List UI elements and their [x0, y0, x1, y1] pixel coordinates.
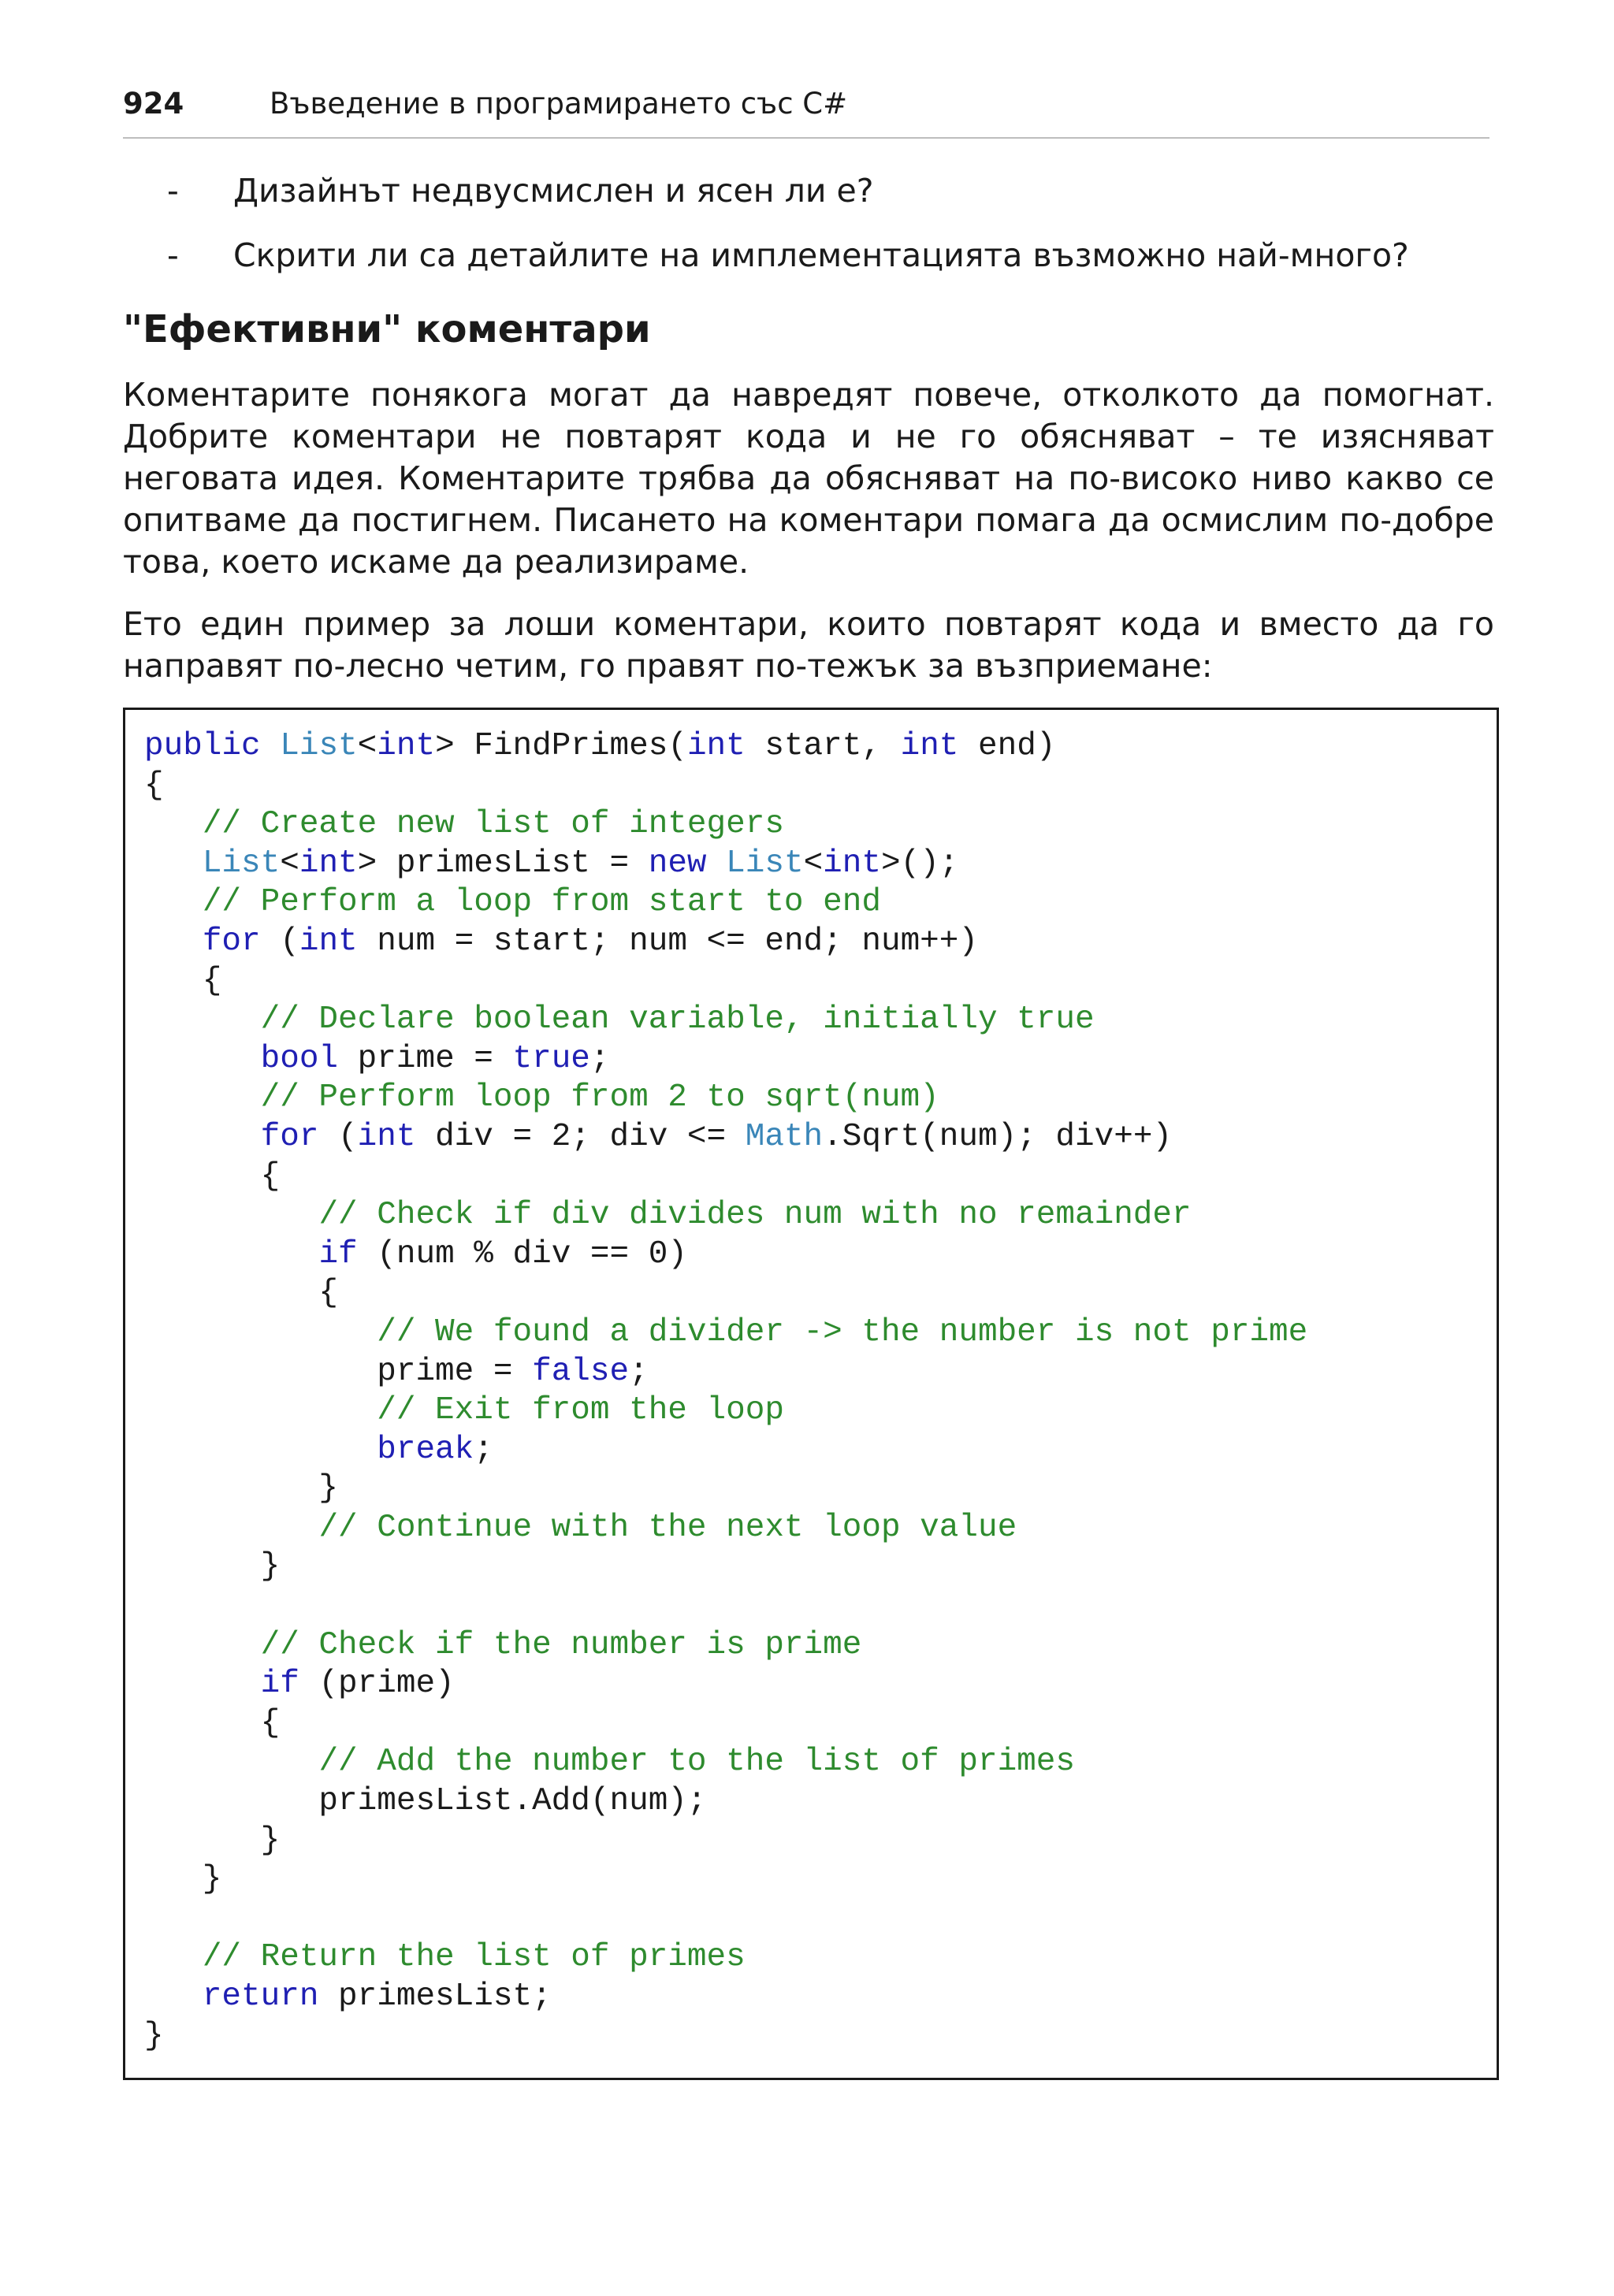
code-text: }	[144, 1548, 281, 1585]
code-text: (num % div == 0)	[357, 1235, 687, 1272]
code-text	[144, 1510, 318, 1546]
code-keyword: int	[357, 1118, 416, 1155]
code-listing	[123, 708, 1499, 2080]
code-keyword: true	[512, 1040, 590, 1077]
code-text: (	[318, 1118, 358, 1155]
code-text	[261, 728, 281, 764]
code-line	[144, 805, 1307, 845]
code-text: }	[144, 1470, 339, 1507]
code-line	[144, 1040, 1307, 1079]
code-text	[144, 1197, 318, 1233]
running-title: Въведение в програмирането със C#	[270, 87, 848, 121]
code-line	[144, 1587, 1307, 1626]
code-type: List	[202, 845, 281, 882]
code-line	[144, 2017, 1307, 2056]
code-text: div = 2; div <=	[415, 1118, 746, 1155]
code-line	[144, 1547, 1307, 1587]
code-line	[144, 1978, 1307, 2017]
code-line	[144, 1938, 1307, 1978]
code-text: }	[144, 1822, 281, 1859]
code-line	[144, 1900, 1307, 1939]
code-text	[144, 1079, 261, 1116]
code-keyword: bool	[260, 1040, 339, 1077]
code-comment: // Perform loop from 2 to sqrt(num)	[260, 1079, 939, 1116]
code-comment: // Return the list of primes	[202, 1939, 746, 1976]
code-text	[144, 1119, 261, 1155]
code-line	[144, 1157, 1307, 1197]
code-keyword: new	[648, 845, 707, 882]
code-text: <	[803, 845, 824, 882]
code-text: ;	[629, 1353, 649, 1390]
code-text	[144, 1744, 318, 1780]
code-line	[144, 1313, 1307, 1353]
code-text: end)	[958, 728, 1056, 764]
code-line	[144, 1274, 1307, 1313]
code-comment: // Check if the number is prime	[260, 1626, 862, 1663]
code-line	[144, 1469, 1307, 1509]
code-type: List	[280, 728, 358, 764]
code-text: <	[280, 845, 299, 882]
code-text: >();	[880, 845, 959, 882]
code-keyword: int	[299, 845, 358, 882]
code-keyword: if	[260, 1666, 299, 1703]
page-number: 924	[123, 87, 184, 121]
code-keyword: int	[377, 728, 436, 764]
code-text: primesList.Add(num);	[144, 1783, 707, 1820]
paragraph-bad-example-intro: Ето един пример за лоши коментари, които повтарят кода и вместо да го направят по-лесно четим, го правят по-тежък за възприемане:	[123, 605, 1494, 685]
code-keyword: break	[377, 1431, 474, 1468]
code-text: }	[144, 1861, 222, 1898]
code-comment: // Exit from the loop	[377, 1392, 784, 1429]
code-text	[144, 1432, 377, 1468]
code-text	[144, 1314, 377, 1350]
code-line	[144, 1353, 1307, 1392]
bullet-item	[123, 232, 1494, 296]
code-keyword: if	[318, 1235, 358, 1272]
code-line	[144, 1079, 1307, 1118]
code-text	[144, 1236, 318, 1272]
code-type: List	[726, 845, 804, 882]
page-header	[123, 85, 1489, 139]
code-line	[144, 923, 1307, 962]
code-line	[144, 1860, 1307, 1900]
code-keyword: return	[202, 1978, 319, 2015]
code-text: (prime)	[299, 1666, 455, 1703]
code-line	[144, 727, 1307, 767]
code-line	[144, 1509, 1307, 1548]
code-keyword: int	[900, 728, 959, 764]
code-line	[144, 1822, 1307, 1861]
code-keyword: false	[532, 1353, 630, 1390]
code-line	[144, 1704, 1307, 1744]
code-line	[144, 1118, 1307, 1157]
code-text: {	[144, 962, 222, 999]
code-comment: // Add the number to the list of primes	[318, 1744, 1075, 1781]
code-text: prime =	[144, 1353, 533, 1390]
code-line	[144, 1001, 1307, 1040]
code-text: (	[260, 923, 299, 960]
code-text: }	[144, 2017, 164, 2054]
code-text	[144, 845, 203, 882]
code-text: {	[144, 767, 164, 804]
code-comment: // Perform a loop from start to end	[202, 884, 881, 921]
code-line	[144, 1391, 1307, 1431]
code-text: {	[144, 1275, 339, 1312]
code-comment: // We found a divider -> the number is not prime	[377, 1313, 1308, 1350]
code-keyword: int	[686, 728, 746, 764]
code-text	[144, 806, 203, 842]
code-line	[144, 767, 1307, 806]
code-line	[144, 1626, 1307, 1666]
code-text: ;	[474, 1431, 493, 1468]
code-text: ;	[589, 1040, 610, 1077]
code-keyword: for	[260, 1118, 319, 1155]
code-line	[144, 1782, 1307, 1822]
code-comment: // Continue with the next loop value	[318, 1509, 1017, 1546]
code-keyword: int	[299, 923, 358, 960]
code-comment: // Create new list of integers	[202, 806, 784, 843]
code-text: > primesList =	[357, 845, 649, 882]
code-comment: // Check if div divides num with no remainder	[318, 1197, 1192, 1234]
code-line	[144, 1196, 1307, 1235]
code-line	[144, 1743, 1307, 1782]
code-text: {	[144, 1157, 281, 1194]
section-heading: "Ефективни" коментари	[123, 307, 651, 351]
code-keyword: int	[823, 845, 881, 882]
code-line	[144, 845, 1307, 884]
code-line	[144, 962, 1307, 1001]
code-text: num = start; num <= end; num++)	[357, 923, 978, 960]
code-text: prime =	[338, 1040, 513, 1077]
code-text: <	[357, 728, 377, 764]
code-keyword: public	[144, 728, 261, 764]
code-text: > FindPrimes(	[435, 728, 687, 764]
bullet-dash: -	[167, 236, 179, 274]
code-text	[707, 845, 727, 882]
code-text	[144, 923, 203, 960]
code-text: .Sqrt(num); div++)	[823, 1118, 1173, 1155]
code-text	[144, 1978, 203, 2015]
bullet-list	[123, 167, 1494, 296]
code-comment: // Declare boolean variable, initially true	[260, 1001, 1095, 1038]
code-lines	[144, 727, 1307, 2056]
bullet-text: Дизайнът недвусмислен и ясен ли е?	[233, 172, 874, 210]
code-line	[144, 1665, 1307, 1704]
bullet-text: Скрити ли са детайлите на имплементацията възможно най-много?	[233, 236, 1409, 274]
code-text	[144, 1392, 377, 1428]
code-text	[144, 884, 203, 920]
code-line	[144, 1235, 1307, 1275]
code-line	[144, 1431, 1307, 1470]
bullet-dash: -	[167, 172, 179, 210]
code-text	[144, 1666, 261, 1702]
bullet-item	[123, 167, 1494, 232]
code-text	[144, 1939, 203, 1975]
code-text: start,	[745, 728, 901, 764]
paragraph-comments-intro: Коментарите понякога могат да навредят повече, отколкото да помогнат. Добрите коментари не повтарят кода и не го обясняват – те изясняват неговата идея. Коментарите трябва да обясняват на по-високо ниво какво се опитваме да постигнем. Писането на коментари помага да осмислим по-добре това, което искаме да реализираме.	[123, 376, 1494, 581]
code-text	[144, 1001, 261, 1038]
code-type: Math	[745, 1118, 824, 1155]
code-text: primesList;	[318, 1978, 552, 2015]
code-keyword: for	[202, 923, 261, 960]
code-text	[144, 1041, 261, 1077]
code-text	[144, 1627, 261, 1663]
code-text: {	[144, 1704, 281, 1741]
code-line	[144, 883, 1307, 923]
